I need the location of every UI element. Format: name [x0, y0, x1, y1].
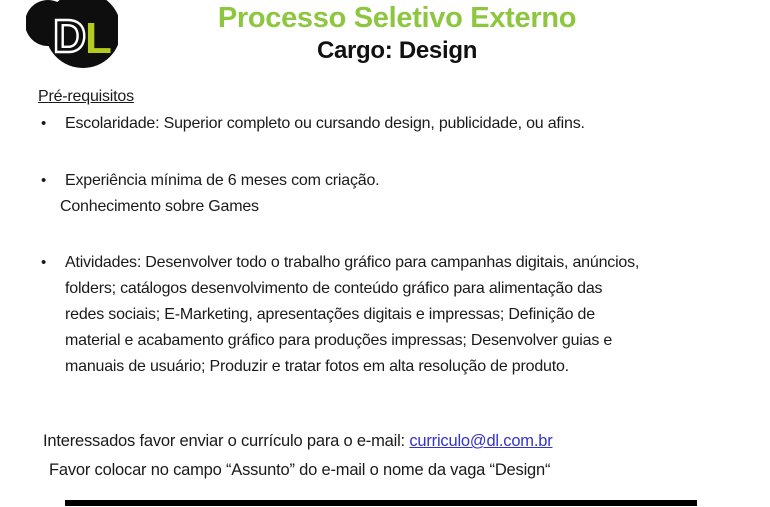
footer-bar	[65, 500, 697, 506]
bullet-item-atividades	[65, 250, 760, 380]
contact-text: Interessados favor enviar o currículo para o e-mail:	[43, 432, 405, 450]
atividades-line: manuais de usuário; Produzir e tratar fotos em alta resolução de produto.	[65, 358, 569, 375]
contact-line	[43, 428, 763, 454]
page-title: Processo Seletivo Externo	[217, 2, 577, 34]
atividades-line: redes sociais; E-Marketing, apresentações digitais e impressas; Definição de	[65, 306, 595, 323]
bullet-marker: •	[41, 115, 47, 132]
page-subtitle: Cargo: Design	[316, 37, 478, 64]
section-heading: Pré-requisitos	[38, 88, 134, 105]
logo-letter-l: L	[85, 14, 112, 63]
logo-letter-d: D	[53, 10, 87, 62]
atividades-line: Atividades: Desenvolver todo o trabalho gráfico para campanhas digitais, anúncios,	[65, 254, 640, 271]
bullet-subline-conhecimento: Conhecimento sobre Games	[60, 198, 259, 215]
bullet-marker: •	[41, 172, 47, 189]
bullet-item-escolaridade: Escolaridade: Superior completo ou cursando design, publicidade, ou afins.	[65, 115, 585, 132]
subject-note: Favor colocar no campo “Assunto” do e-mail o nome da vaga “Design“	[49, 461, 551, 479]
email-link[interactable]: curriculo@dl.com.br	[409, 432, 553, 450]
bullet-item-experiencia: Experiência mínima de 6 meses com criação.	[65, 172, 380, 189]
atividades-line: material e acabamento gráfico para produções impressas; Desenvolver guias e	[65, 332, 613, 349]
atividades-line: folders; catálogos desenvolvimento de conteúdo gráfico para alimentação das	[65, 280, 603, 297]
bullet-marker: •	[41, 254, 47, 271]
